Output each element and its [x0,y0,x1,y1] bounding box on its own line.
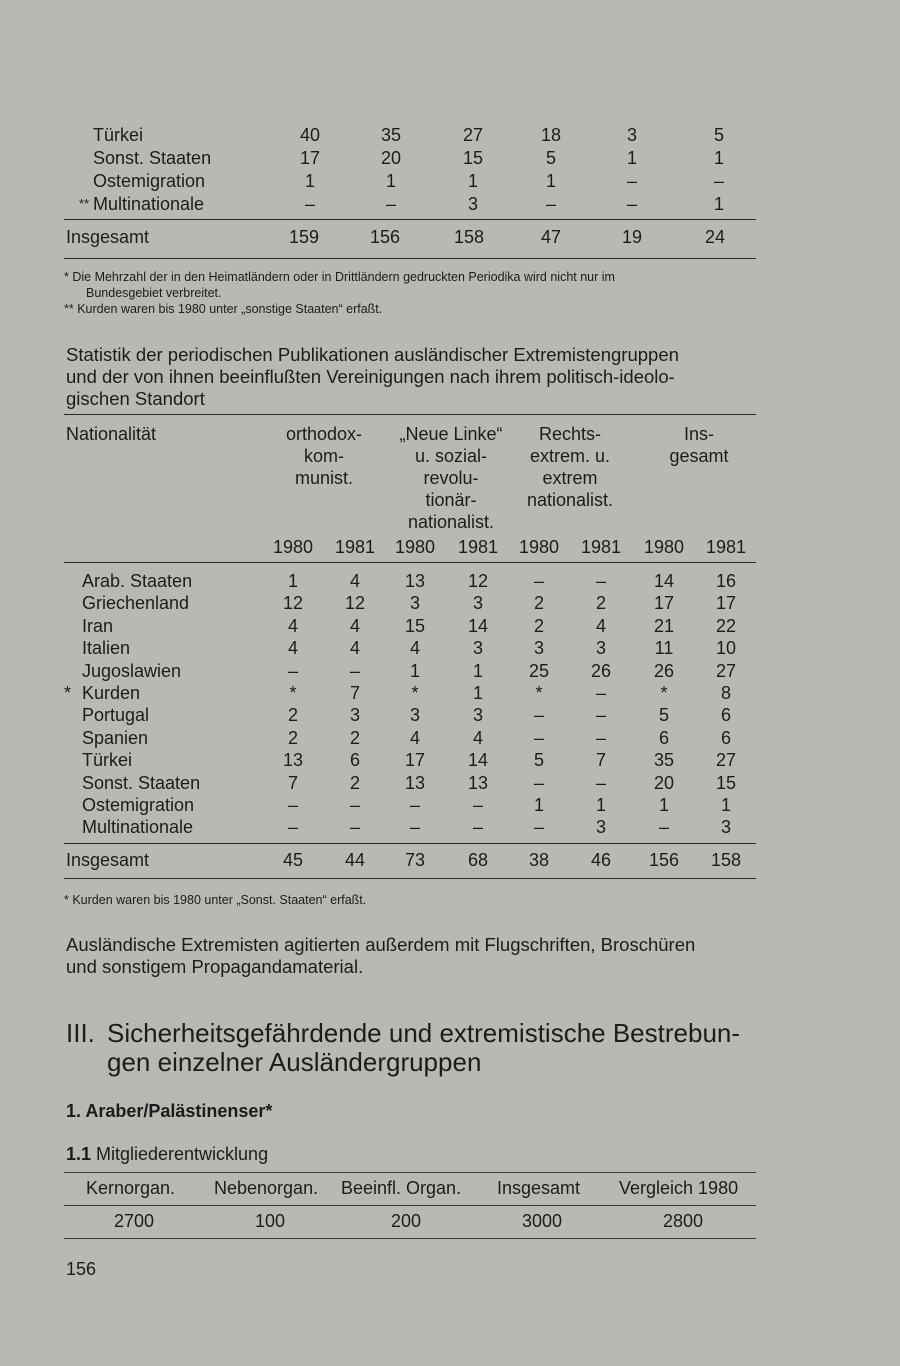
section-title-line-1: Sicherheitsgefährdende und extremistische Bestrebun- [107,1018,741,1048]
table2-cell: 3 [349,705,361,726]
table2-row [0,772,900,794]
table1-cell: 3 [626,125,638,145]
table2-header-rechts: Rechts- extrem. u. extrem nationalist. [526,424,614,510]
table2-row [0,570,900,592]
table2-cell: – [472,817,484,838]
table1-cell: 5 [713,125,725,145]
table2-cell: 2 [287,705,299,726]
table2-row [0,816,900,838]
table2-total [0,849,900,871]
table2-cell: 4 [349,615,361,636]
table3-header-row [0,1177,900,1199]
table1-cell: 40 [299,125,321,145]
table2-cell: – [595,727,607,748]
table2-year-5: 1981 [580,537,622,557]
table2-row-label: Türkei [82,750,133,771]
table2-cell: 27 [715,750,737,771]
table3-value-beeinfl: 200 [390,1211,422,1231]
table1-footnote-2: ** Kurden waren bis 1980 unter „sonstige Staaten“ erfaßt. [64,302,383,316]
table2-year-0: 1980 [272,537,314,557]
table2-cell: – [533,817,545,838]
table2-cell: 3 [472,705,484,726]
table3-header-rule [64,1205,756,1206]
table1-total-cell: 47 [540,227,562,247]
table1-total-rule [64,219,756,220]
table2-cell: 3 [472,638,484,659]
table1-total [0,226,900,248]
table2-top-rule [64,414,756,415]
table2-cell: 2 [349,727,361,748]
paragraph-line-1: Ausländische Extremisten agitierten außerdem mit Flugschriften, Broschüren [66,934,696,955]
table1-cell: 1 [545,171,557,191]
intro-line-2: und der von ihnen beeinflußten Vereinigungen nach ihrem politisch-ideolo- [66,366,675,387]
table3-value-row [0,1210,900,1232]
table2-total-label: Insgesamt [66,850,150,870]
table2-cell: 3 [533,638,545,659]
table1-cell: – [713,171,725,191]
table2-cell: 13 [404,571,426,591]
table2-cell: 13 [404,772,426,793]
table2-cell: 6 [349,750,361,771]
table2-cell: – [409,795,421,815]
table2-cell: 17 [404,750,426,771]
table2-year-3: 1981 [457,537,499,557]
table2-row [0,615,900,637]
section-title-line-2: gen einzelner Ausländergruppen [107,1047,482,1077]
table2-cell: 2 [349,772,361,793]
table2-cell: 1 [409,660,421,681]
table2-cell: 3 [595,638,607,659]
table2-cell: – [349,817,361,838]
table2-cell: 14 [467,615,489,636]
table2-row [0,727,900,749]
table1-row [0,147,900,169]
table2-total-cell: 46 [590,850,612,870]
table2-total-rule [64,843,756,844]
table2-cell: 12 [344,593,366,614]
table2-cell: – [349,660,361,681]
table3-value-insgesamt: 3000 [521,1211,563,1231]
table1-total-cell: 156 [369,227,401,247]
table2-row-label: Iran [82,615,114,636]
table3-header-nebenorgan: Nebenorgan. [214,1178,319,1198]
intro-line-1: Statistik der periodischen Publikationen ausländischer Extremistengruppen [66,344,679,365]
table2-row-label: Sonst. Staaten [82,772,201,793]
table2-cell: 13 [282,750,304,771]
table3-value-nebenorgan: 100 [254,1211,286,1231]
table2-row [0,704,900,726]
table2-total-cell: 45 [282,850,304,870]
table2-cell: – [472,795,484,815]
table1-cell: 5 [545,148,557,168]
table2-cell: 4 [287,615,299,636]
table2-cell: 2 [533,593,545,614]
table2-cell: 4 [595,615,607,636]
table2-row [0,637,900,659]
table2-row-label: Kurden [82,683,141,703]
table1-cell: 1 [467,171,479,191]
table2-header-orthodox: orthodox- kom- munist. [285,424,363,488]
table2-row-label: Jugoslawien [82,660,182,681]
table1-cell: – [545,194,557,214]
subsubsection-number: 1.1 [66,1144,92,1164]
table2-cell: 26 [653,660,675,681]
table2-cell: 3 [720,817,732,838]
table2-cell: 4 [287,638,299,659]
table2-cell: – [287,660,299,681]
table1-total-cell: 158 [453,227,485,247]
table1-row-marker: ** [79,196,90,211]
table1-row [0,124,900,146]
table1-cell: 1 [713,148,725,168]
table3-bottom-rule [64,1238,756,1239]
table2-cell: – [349,795,361,815]
table2-total-cell: 156 [648,850,680,870]
table1-cell: – [626,171,638,191]
table2-total-cell: 73 [404,850,426,870]
table2-bottom-rule [64,878,756,879]
paragraph-line-2: und sonstigem Propagandamaterial. [66,956,364,977]
table2-header-insgesamt: Ins- gesamt [669,424,729,466]
table2-year-7: 1981 [705,537,747,557]
table1-cell: 35 [380,125,402,145]
table2-cell: 1 [287,571,299,591]
table2-year-4: 1980 [518,537,560,557]
table1-total-cell: 159 [288,227,320,247]
table1-cell: 1 [385,171,397,191]
table2-cell: – [287,817,299,838]
table2-cell: 1 [720,795,732,815]
table2-cell: 12 [282,593,304,614]
table1-total-cell: 24 [704,227,726,247]
table3-top-rule [64,1172,756,1173]
table1-row [0,170,900,192]
table1-footnote-1-cont: Bundesgebiet verbreitet. [86,286,222,300]
table1-cell: 1 [626,148,638,168]
table2-cell: 1 [533,795,545,815]
table2-cell: 4 [349,638,361,659]
table2-cell: – [595,772,607,793]
table2-cell: – [533,772,545,793]
table1-cell: 18 [540,125,562,145]
table1-total-label: Insgesamt [66,227,150,247]
table2-cell: 4 [409,727,421,748]
table2-cell: * [411,683,419,703]
table1-row-label: Sonst. Staaten [93,148,212,168]
table2-row-label: Multinationale [82,817,194,838]
table1-cell: 1 [713,194,725,214]
table2-total-cell: 44 [344,850,366,870]
table3-value-vergleich: 2800 [662,1211,704,1231]
section-number: III. [66,1018,95,1048]
table2-cell: – [595,683,607,703]
table2-row-label: Arab. Staaten [82,571,193,591]
page-number: 156 [66,1259,97,1279]
table2-cell: * [660,683,668,703]
table2-cell: 17 [715,593,737,614]
table2-row [0,660,900,682]
table1-cell: – [626,194,638,214]
table2-total-cell: 68 [467,850,489,870]
table2-cell: – [533,571,545,591]
table2-years [0,536,900,558]
table1-bottom-rule [64,258,756,259]
table2-cell: – [533,727,545,748]
table1-cell: 15 [462,148,484,168]
table2-cell: * [535,683,543,703]
table2-header-rule [64,562,756,563]
table2-cell: 35 [653,750,675,771]
table3-value-kernorgan: 2700 [113,1211,155,1231]
table2-cell: 12 [467,571,489,591]
table2-row [0,749,900,771]
table2-cell: 4 [409,638,421,659]
table2-footnote: * Kurden waren bis 1980 unter „Sonst. Staaten“ erfaßt. [64,893,367,907]
table1-cell: 17 [299,148,321,168]
table1-cell: 27 [462,125,484,145]
table1-row-label: Multinationale [93,194,205,214]
table2-cell: 4 [472,727,484,748]
table2-cell: 16 [715,571,737,591]
table2-cell: 17 [653,593,675,614]
table2-cell: 6 [658,727,670,748]
table2-row-label: Italien [82,638,131,659]
table2-cell: 15 [404,615,426,636]
table2-cell: 27 [715,660,737,681]
table2-total-cell: 158 [710,850,742,870]
subsubsection-title: Mitgliederentwicklung [96,1144,269,1164]
table2-row-label: Griechenland [82,593,190,614]
table2-cell: 3 [595,817,607,838]
table2-cell: 13 [467,772,489,793]
table2-year-2: 1980 [394,537,436,557]
table2-cell: 7 [595,750,607,771]
table2-cell: 22 [715,615,737,636]
table1-row-label: Ostemigration [93,171,206,191]
table2-header-nationality: Nationalität [66,424,157,444]
table2-cell: 2 [533,615,545,636]
table1-cell: – [304,194,316,214]
table2-year-6: 1980 [643,537,685,557]
table2-cell: 5 [533,750,545,771]
table2-cell: 14 [467,750,489,771]
table2-cell: 6 [720,705,732,726]
table2-cell: 21 [653,615,675,636]
table2-cell: 11 [654,638,674,659]
table1-row [0,193,900,215]
table2-row-label: Spanien [82,727,149,748]
table2-cell: – [287,795,299,815]
table1-total-cell: 19 [621,227,643,247]
table2-cell: 26 [590,660,612,681]
table2-cell: 10 [715,638,737,659]
table2-cell: – [409,817,421,838]
table2-cell: – [595,705,607,726]
table3-header-beeinfl: Beeinfl. Organ. [341,1178,462,1198]
table2-cell: 4 [349,571,361,591]
table2-cell: 20 [653,772,675,793]
table2-cell: 2 [287,727,299,748]
table2-cell: 2 [595,593,607,614]
table2-cell: – [658,817,670,838]
table2-cell: 3 [409,705,421,726]
table2-row-label: Ostemigration [82,795,195,815]
table2-cell: – [533,705,545,726]
table2-row [0,682,900,704]
table2-header-neue-linke: „Neue Linke“ u. sozial- revolu- tionär- nationalist. [399,424,503,532]
table2-cell: 1 [472,660,484,681]
table2-cell: 3 [409,593,421,614]
table1-cell: 3 [467,194,479,214]
table3-header-insgesamt: Insgesamt [497,1178,581,1198]
table2-year-1: 1981 [334,537,376,557]
table1-cell: 20 [380,148,402,168]
table2-cell: 25 [528,660,550,681]
table2-cell: 1 [472,683,484,703]
table1-cell: – [385,194,397,214]
table1-footnote-1: * Die Mehrzahl der in den Heimatländern oder in Drittländern gedruckten Periodika wird nicht nur im [64,270,615,284]
table2-cell: 1 [658,795,670,815]
table1-cell: 1 [304,171,316,191]
table3-header-kernorgan: Kernorgan. [86,1178,176,1198]
table2-row [0,794,900,816]
table2-cell: – [595,571,607,591]
table2-cell: 8 [720,683,732,703]
table2-total-cell: 38 [528,850,550,870]
table2-cell: 7 [349,683,361,703]
table3-header-vergleich: Vergleich 1980 [619,1178,739,1198]
table2-cell: 15 [715,772,737,793]
table1-row-label: Türkei [93,125,144,145]
table2-cell: * [289,683,297,703]
table2-cell: 1 [595,795,607,815]
table2-cell: 3 [472,593,484,614]
table2-cell: 7 [287,772,299,793]
table2-row-label: Portugal [82,705,150,726]
table2-row [0,592,900,614]
table2-cell: 6 [720,727,732,748]
subsection-heading: 1. Araber/Palästinenser* [66,1101,273,1121]
intro-line-3: gischen Standort [66,388,205,409]
table2-cell: 14 [653,571,675,591]
table2-row-marker: * [64,683,72,703]
table2-cell: 5 [658,705,670,726]
